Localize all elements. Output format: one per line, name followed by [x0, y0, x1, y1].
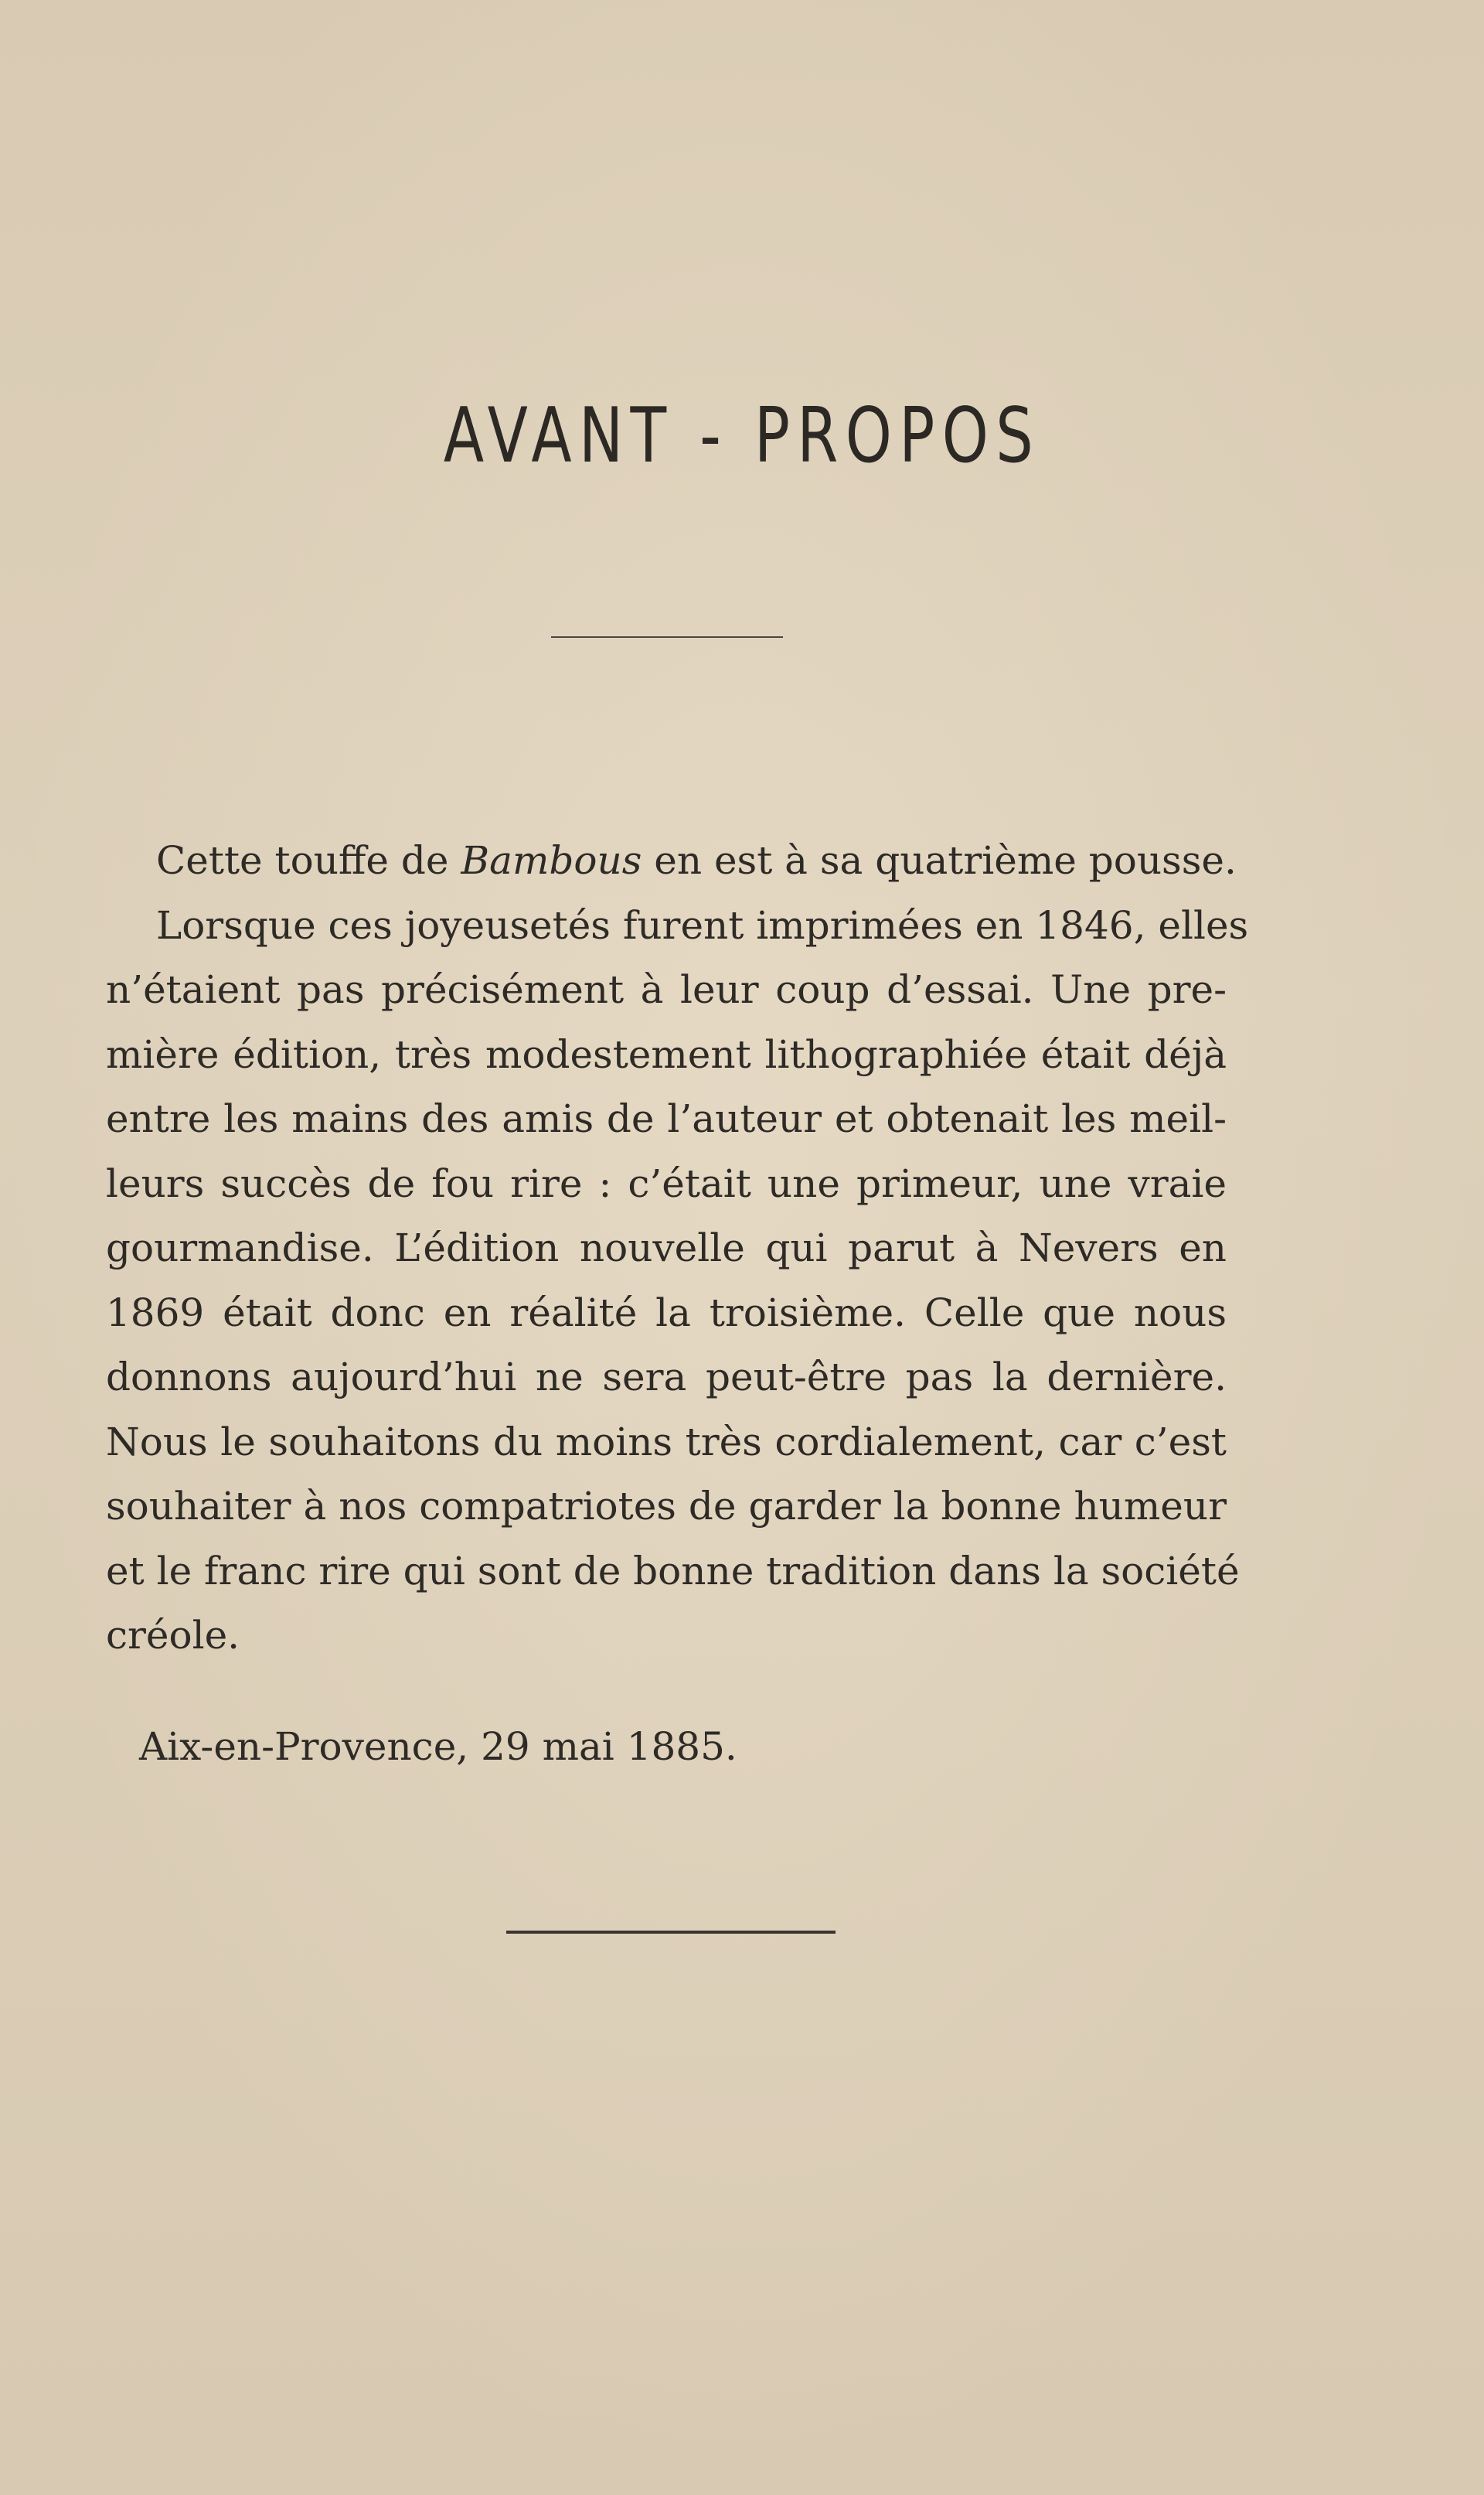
text-line: entre les mains des amis de l’auteur et obtenait les meil-: [106, 1096, 1227, 1141]
page-title: AVANT - PROPOS: [443, 392, 1041, 480]
italic-title: Bambous: [461, 838, 642, 883]
text-line: 1869 était donc en réalité la troisième. Celle que nous: [106, 1290, 1227, 1335]
body-paragraph: [106, 829, 1249, 1668]
text-line: gourmandise. L’édition nouvelle qui parut à Nevers en: [106, 1225, 1227, 1270]
text-line: n’étaient pas précisément à leur coup d’essai. Une pre-: [106, 967, 1227, 1012]
text-line: mière édition, très modestement lithographiée était déjà: [106, 1031, 1227, 1077]
text-line: souhaiter à nos compatriotes de garder la bonne humeur: [106, 1484, 1227, 1529]
closing-divider: [506, 1931, 836, 1934]
text-line: et le franc rire qui sont de bonne tradition dans la société: [106, 1548, 1240, 1593]
text-line: Nous le souhaitons du moins très cordialement, car c’est: [106, 1419, 1227, 1464]
text-line-1-start: Cette touffe de: [156, 838, 461, 883]
text-line: donnons aujourd’hui ne sera peut-être pas la dernière.: [106, 1355, 1227, 1399]
place-date-signature: Aix-en-Provence, 29 mai 1885.: [139, 1724, 737, 1769]
text-line: leurs succès de fou rire : c’était une primeur, une vraie: [106, 1161, 1227, 1206]
title-divider: [551, 636, 783, 638]
text-line-1-end: en est à sa quatrième pousse.: [642, 838, 1237, 883]
text-line-1: [106, 829, 1237, 894]
text-line: créole.: [106, 1613, 240, 1658]
text-line: Lorsque ces joyeusetés furent imprimées en 1846, elles: [156, 902, 1249, 948]
